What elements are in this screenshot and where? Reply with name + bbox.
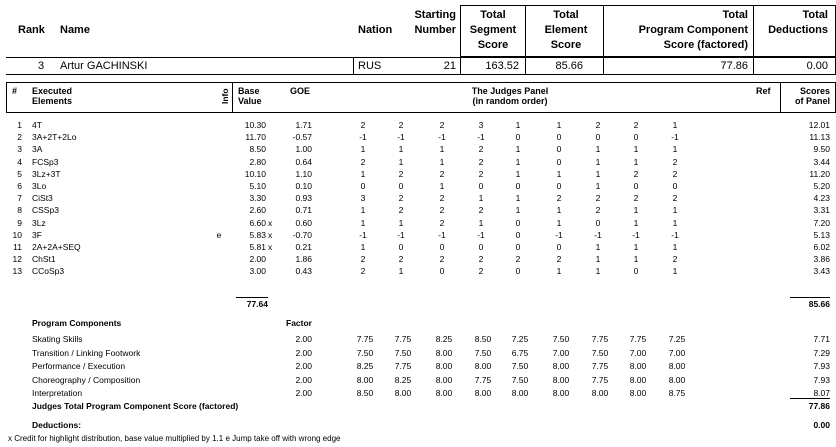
judge-score: 7.75 [591,361,609,371]
component-panel-score: 7.29 [813,347,830,358]
judge-score: 1 [556,168,562,179]
element-number: 3 [17,144,22,155]
element-goe: 1.86 [295,254,312,265]
judge-score: -1 [594,229,602,240]
judge-score: 2 [556,254,562,265]
element-number: 8 [17,205,22,216]
judge-score: 7.50 [474,347,492,358]
judge-score: 0 [439,266,445,277]
element-number: 12 [12,254,22,265]
judge-score: 1 [439,156,445,167]
element-code: 3A [32,144,43,155]
element-panel-score: 11.20 [809,168,830,179]
judge-score: -1 [632,229,640,240]
judge-score: 1 [515,193,521,204]
component-panel-score: 7.93 [813,361,830,371]
judge-score: 0 [556,242,562,252]
element-code: CiSt3 [32,193,53,204]
judge-score: 1 [360,217,366,228]
judge-score: 1 [672,120,678,130]
element-info: e [216,229,222,240]
judge-score: 0 [556,156,562,167]
pc-total-score: 77.86 [808,401,830,411]
judge-score: 3 [478,120,484,130]
judge-score: 0 [515,229,521,240]
judge-score: 2 [633,193,639,204]
skater-start-number: 21 [443,60,456,72]
judge-score: 1 [672,242,678,252]
judge-score: 2 [633,168,639,179]
col-name-header: Name [60,24,90,36]
judge-score: 8.00 [552,388,570,398]
component-name: Transition / Linking Footwork [32,347,141,358]
judge-score: 2 [556,193,562,204]
judge-score: 2 [595,205,601,216]
judge-score: 1 [515,144,521,155]
element-number: 1 [17,120,22,130]
element-base-value: 8.50 [249,144,266,155]
elements-header-box [6,82,836,113]
element-base-value: 5.81 [249,242,266,252]
judge-score: 2 [439,168,445,179]
element-base-value: 2.00 [249,254,266,265]
judge-score: 2 [360,156,366,167]
component-name: Skating Skills [32,334,83,344]
judge-score: 2 [595,120,601,130]
element-number: 13 [12,266,22,277]
judge-score: 0 [595,217,601,228]
element-base-value: 3.30 [249,193,266,204]
program-components-title: Program Components [32,318,122,328]
element-goe: 1.10 [295,168,312,179]
component-factor: 2.00 [295,388,312,398]
judge-score: 7.75 [591,334,609,344]
judge-score: -1 [477,229,485,240]
element-goe: 0.43 [295,266,312,277]
skater-tss: 163.52 [485,60,519,72]
judge-score: -1 [359,132,367,143]
judge-score: 8.00 [435,347,453,358]
judge-score: 2 [439,193,445,204]
element-number: 7 [17,193,22,204]
judge-score: 2 [398,168,404,179]
judge-score: 1 [398,156,404,167]
component-panel-score: 7.71 [813,334,830,344]
component-panel-score: 8.07 [813,388,830,398]
judge-score: -1 [438,229,446,240]
skater-name: Artur GACHINSKI [60,60,148,72]
judge-score: 8.00 [394,388,412,398]
judge-score: 1 [360,242,366,252]
judge-score: 8.25 [435,334,453,344]
judge-score: 1 [439,181,445,191]
elements-total-base-value: 77.64 [246,299,268,309]
component-name: Choreography / Composition [32,374,141,385]
judge-score: 2 [595,193,601,204]
judge-score: 2 [633,120,639,130]
judge-score: 3 [360,193,366,204]
element-number: 5 [17,168,22,179]
col-ref-header: Ref [756,86,771,96]
judge-score: 7.75 [629,334,647,344]
element-code: 3A+2T+2Lo [32,132,77,143]
judge-score: 0 [633,181,639,191]
judge-score: 1 [360,168,366,179]
skater-pcs: 77.86 [720,60,748,72]
judge-score: -1 [397,132,405,143]
judge-score: 1 [556,217,562,228]
element-number: 11 [13,242,22,252]
judge-score: 8.00 [629,374,647,385]
judge-score: 0 [478,181,484,191]
deductions-score: 0.00 [813,420,830,430]
judge-score: 1 [360,205,366,216]
judge-score: 1 [595,266,601,277]
judge-score: 7.75 [356,334,374,344]
element-goe: 0.71 [295,205,312,216]
element-base-value: 10.10 [244,168,266,179]
judge-score: 1 [360,144,366,155]
elements-total-score: 85.66 [808,299,830,309]
element-panel-score: 6.02 [813,242,830,252]
judge-score: 2 [672,156,678,167]
element-goe: 0.60 [295,217,312,228]
judge-score: 1 [556,205,562,216]
judge-score: 8.50 [356,388,374,398]
judge-score: 2 [515,254,521,265]
element-goe: 0.21 [295,242,312,252]
judge-score: -1 [671,132,679,143]
judge-score: 8.00 [435,388,453,398]
judge-score: -1 [555,229,563,240]
col-tes-header: Total Element Score [544,9,588,51]
skater-tes: 85.66 [555,60,583,72]
element-panel-score: 3.86 [813,254,830,265]
judge-score: 7.50 [356,347,374,358]
element-base-value: 5.83 [249,229,266,240]
element-bonus-mark: x [268,217,273,228]
judge-score: 0 [439,242,445,252]
judge-score: 7.50 [552,334,570,344]
col-number-header: # [12,86,18,96]
judge-score: 8.00 [356,374,374,385]
judge-score: 8.00 [435,361,453,371]
pc-total-label: Judges Total Program Component Score (factored) [32,401,239,411]
judge-score: 1 [515,168,521,179]
judge-score: 7.00 [629,347,647,358]
judge-score: 1 [672,205,678,216]
judge-score: 2 [439,217,445,228]
col-pcs-header: Total Program Component Score (factored) [638,9,748,51]
judge-score: 2 [478,144,484,155]
judge-score: 0 [478,242,484,252]
element-base-value: 2.80 [249,156,266,167]
element-base-value: 2.60 [249,205,266,216]
judge-score: 0 [515,266,521,277]
judge-score: 1 [398,217,404,228]
col-base-value-header: Base Value [238,86,262,106]
judge-score: 7.75 [591,374,609,385]
judge-score: 1 [595,168,601,179]
judge-score: 0 [515,181,521,191]
element-base-value: 5.10 [249,181,266,191]
judge-score: 8.25 [394,374,412,385]
element-goe: -0.70 [292,229,312,240]
judge-score: 8.00 [474,388,492,398]
element-base-value: 3.00 [249,266,266,277]
element-number: 9 [17,217,22,228]
element-panel-score: 12.01 [808,120,830,130]
judge-score: 8.00 [668,374,686,385]
element-panel-score: 9.50 [813,144,830,155]
col-nation-header: Nation [358,24,393,36]
judge-score: 7.00 [552,347,570,358]
judge-score: 0 [556,144,562,155]
judge-score: 2 [360,266,366,277]
judge-score: 8.00 [552,374,570,385]
element-base-value: 6.60 [249,217,266,228]
judge-score: 2 [478,168,484,179]
judge-score: -1 [397,229,405,240]
component-factor: 2.00 [295,334,312,344]
element-goe: 0.10 [295,181,312,191]
judge-score: 1 [633,254,639,265]
judge-score: 8.00 [552,361,570,371]
element-code: 4T [32,120,42,130]
skater-nation: RUS [358,60,382,72]
judge-score: 2 [398,193,404,204]
judge-score: 0 [633,266,639,277]
judge-score: 1 [672,217,678,228]
judge-score: 1 [595,254,601,265]
judge-score: 1 [633,217,639,228]
judge-score: 8.75 [668,388,686,398]
judge-score: 2 [672,168,678,179]
judges-panel-header: The Judges Panel (in random order) [471,86,549,106]
judge-score: 1 [672,266,678,277]
judge-score: 0 [556,132,562,143]
col-executed-elements-header: Executed Elements [32,86,73,106]
judge-score: 8.25 [356,361,374,371]
skater-ded: 0.00 [806,60,828,72]
col-starting-number-header: Starting Number [414,9,456,36]
col-goe-header: GOE [290,86,311,96]
judge-score: 1 [633,156,639,167]
judge-score: -1 [438,132,446,143]
judge-score: -1 [477,132,485,143]
judge-score: 2 [360,120,366,130]
element-panel-score: 3.31 [813,205,830,216]
judge-score: -1 [359,229,367,240]
component-panel-score: 7.93 [813,374,830,385]
judge-score: 1 [672,144,678,155]
element-goe: 0.93 [295,193,312,204]
element-base-value: 11.70 [245,132,266,143]
judge-score: 8.00 [591,388,609,398]
judge-score: 2 [672,254,678,265]
judge-score: 1 [478,217,484,228]
judge-score: 8.00 [668,361,686,371]
judge-score: 1 [595,181,601,191]
judge-score: 7.50 [511,361,529,371]
deductions-label: Deductions: [32,420,82,430]
element-panel-score: 5.20 [813,181,830,191]
judge-score: 8.00 [629,361,647,371]
judge-score: 2 [398,120,404,130]
judge-score: 1 [515,205,521,216]
judge-score: 1 [439,144,445,155]
element-code: 3Lo [32,181,47,191]
judge-score: 7.75 [394,361,412,371]
judge-score: 2 [398,205,404,216]
judge-score: 7.50 [511,374,529,385]
judge-score: 2 [478,205,484,216]
judge-score: 2 [360,254,366,265]
judge-score: 0 [672,181,678,191]
element-base-value: 10.30 [244,120,266,130]
element-number: 4 [17,156,22,167]
judge-score: 2 [478,266,484,277]
judge-score: 0 [556,181,562,191]
component-factor: 2.00 [295,347,312,358]
component-factor: 2.00 [295,374,312,385]
element-number: 2 [17,132,22,143]
judge-score: 2 [398,254,404,265]
judge-score: 7.50 [591,347,609,358]
judge-score: -1 [671,229,679,240]
judge-score: 7.75 [474,374,492,385]
judge-score: 1 [595,242,601,252]
judge-score: 1 [398,266,404,277]
judge-score: 2 [439,254,445,265]
element-panel-score: 5.13 [813,229,830,240]
element-code: CSSp3 [32,205,59,216]
element-panel-score: 11.13 [809,132,830,143]
element-code: 3F [32,229,42,240]
judge-score: 8.50 [474,334,492,344]
judge-score: 7.75 [394,334,412,344]
col-ded-header: Total Deductions [768,9,828,36]
judge-score: 1 [515,120,521,130]
judge-score: 8.00 [435,374,453,385]
judge-score: 8.00 [629,388,647,398]
element-goe: 1.00 [295,144,312,155]
judge-score: 0 [398,181,404,191]
element-code: FCSp3 [32,156,59,167]
element-panel-score: 4.23 [813,193,830,204]
col-info-header: Info [220,88,230,104]
judge-score: 1 [633,205,639,216]
judge-score: 2 [439,120,445,130]
judge-score: 0 [633,132,639,143]
judge-score: 6.75 [511,347,529,358]
judge-score: 2 [478,156,484,167]
judge-score: 7.25 [668,334,686,344]
judge-score: 0 [398,242,404,252]
element-panel-score: 3.43 [813,266,830,277]
judge-score: 8.00 [511,388,529,398]
component-factor: 2.00 [295,361,312,371]
element-bonus-mark: x [268,242,273,252]
element-goe: 0.64 [295,156,312,167]
element-code: 3Lz [32,217,46,228]
judge-score: 7.00 [668,347,686,358]
judge-score: 0 [360,181,366,191]
component-name: Performance / Execution [32,361,126,371]
element-code: 2A+2A+SEQ [32,242,81,252]
element-number: 6 [17,181,22,191]
col-scores-header: Scores of Panel [794,86,830,106]
judge-score: 1 [398,144,404,155]
judge-score: 1 [595,144,601,155]
element-code: CCoSp3 [32,266,65,277]
judge-score: 1 [556,266,562,277]
col-factor-header: Factor [286,318,312,328]
judge-score: 1 [515,156,521,167]
element-goe: -0.57 [292,132,312,143]
judge-score: 0 [515,132,521,143]
element-panel-score: 7.20 [813,217,830,228]
judge-score: 7.25 [511,334,529,344]
judge-score: 2 [439,205,445,216]
judge-score: 0 [515,242,521,252]
col-rank-header: Rank [18,24,45,36]
judge-score: 2 [672,193,678,204]
judge-score: 2 [478,254,484,265]
element-panel-score: 3.44 [813,156,830,167]
judge-score: 0 [515,217,521,228]
col-tss-header: Total Segment Score [469,9,517,51]
component-name: Interpretation [32,388,83,398]
footnote: x Credit for highlight distribution, base value multiplied by 1.1 e Jump take off with wrong edge [8,434,341,443]
element-goe: 1.71 [295,120,312,130]
judge-score: 8.00 [474,361,492,371]
element-code: ChSt1 [32,254,56,265]
element-code: 3Lz+3T [32,168,61,179]
judge-score: 7.50 [394,347,412,358]
judge-score: 1 [633,242,639,252]
judge-score: 1 [478,193,484,204]
skater-rank: 3 [38,60,45,72]
judge-score: 0 [595,132,601,143]
element-bonus-mark: x [268,229,273,240]
element-number: 10 [12,229,22,240]
judge-score: 1 [633,144,639,155]
judge-score: 1 [595,156,601,167]
judge-score: 1 [556,120,562,130]
